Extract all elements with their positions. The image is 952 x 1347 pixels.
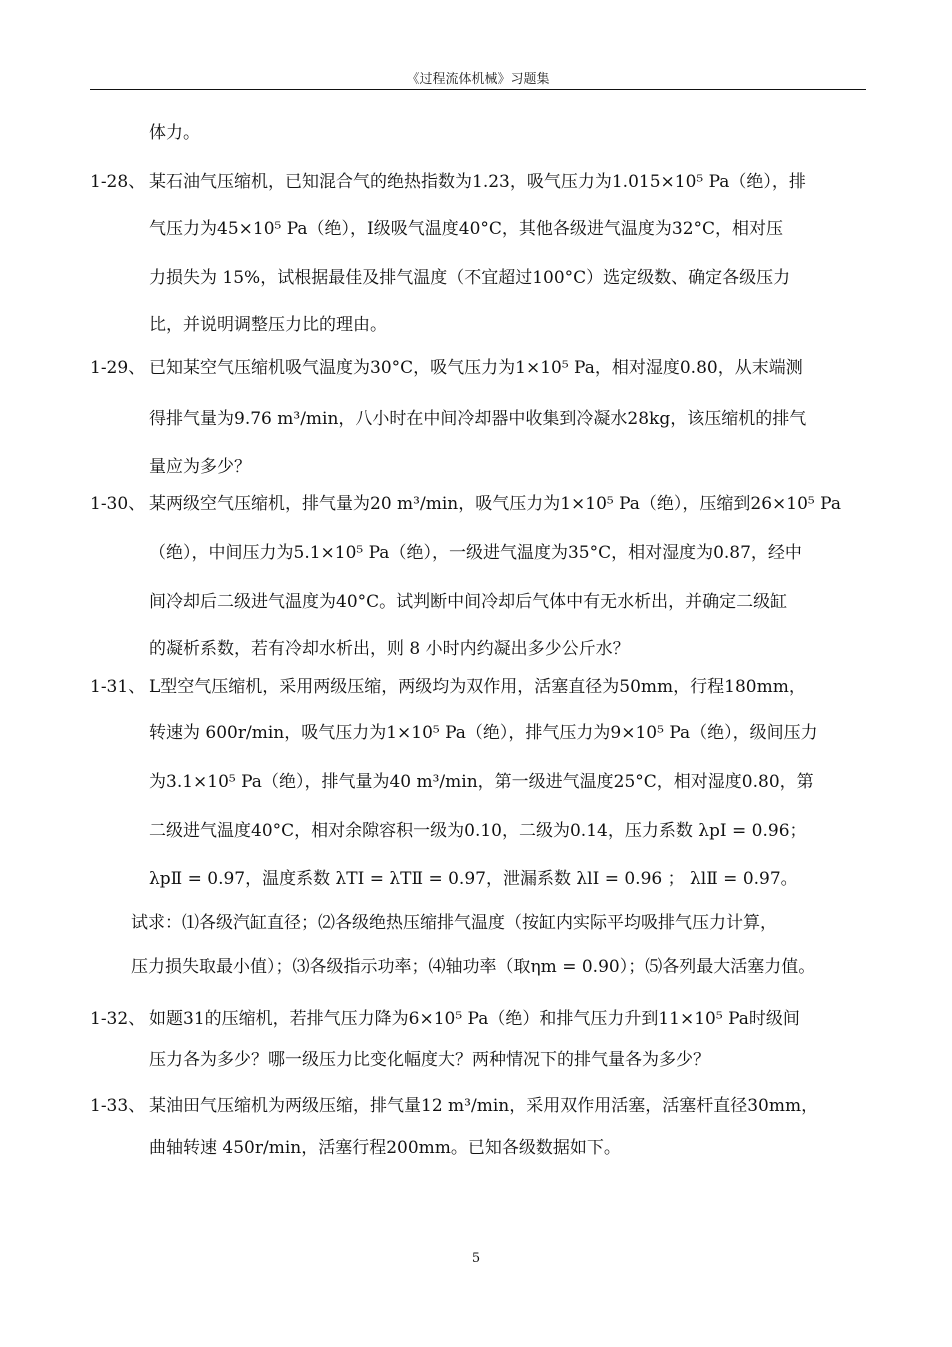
problem-number: 1-29、 xyxy=(90,358,146,378)
problem-number: 1-32、 xyxy=(90,1009,146,1029)
text-line: λpⅡ = 0.97，温度系数 λTⅠ = λTⅡ = 0.97，泄漏系数 λlⅠ = 0.96 ； λlⅡ = 0.97。 xyxy=(149,869,798,889)
text-line: （绝），中间压力为5.1×10⁵ Pa（绝），一级进气温度为35°C，相对湿度为0.87，经中 xyxy=(149,543,802,563)
text-line: 压力损失取最小值）；⑶各级指示功率；⑷轴功率（取ηm = 0.90）；⑸各列最大活塞力值。 xyxy=(131,957,816,977)
text-line: 的凝析系数，若有冷却水析出，则 8 小时内约凝出多少公斤水？ xyxy=(149,639,630,659)
text-line: 转速为 600r/min，吸气压力为1×10⁵ Pa（绝），排气压力为9×10⁵ Pa（绝），级间压力 xyxy=(149,723,818,743)
text-line: 量应为多少？ xyxy=(149,457,251,477)
text-line: 得排气量为9.76 m³/min，八小时在中间冷却器中收集到冷凝水28kg，该压缩机的排气 xyxy=(149,409,807,429)
text-line: L型空气压缩机，采用两级压缩，两级均为双作用，活塞直径为50mm，行程180mm， xyxy=(149,677,806,697)
text-line: 气压力为45×10⁵ Pa（绝），Ⅰ级吸气温度40°C，其他各级进气温度为32°C，相对压 xyxy=(149,219,784,239)
text-line: 某两级空气压缩机，排气量为20 m³/min，吸气压力为1×10⁵ Pa（绝），压缩到26×10⁵ Pa xyxy=(149,494,841,514)
problem-number: 1-28、 xyxy=(90,172,146,192)
text-line: 某石油气压缩机，已知混合气的绝热指数为1.23，吸气压力为1.015×10⁵ Pa（绝），排 xyxy=(149,172,806,192)
text-line: 已知某空气压缩机吸气温度为30°C，吸气压力为1×10⁵ Pa，相对湿度0.80，从末端测 xyxy=(149,358,803,378)
text-line: 二级进气温度40°C，相对余隙容积一级为0.10，二级为0.14，压力系数 λpⅠ = 0.96； xyxy=(149,821,807,841)
text-line: 力损失为 15%，试根据最佳及排气温度（不宜超过100°C）选定级数、确定各级压力 xyxy=(149,268,791,288)
header-rule xyxy=(90,89,866,90)
text-line: 曲轴转速 450r/min，活塞行程200mm。已知各级数据如下。 xyxy=(149,1138,621,1158)
text-line: 压力各为多少？哪一级压力比变化幅度大？两种情况下的排气量各为多少？ xyxy=(149,1050,710,1070)
problem-number: 1-31、 xyxy=(90,677,146,697)
text-line: 试求：⑴各级汽缸直径；⑵各级绝热压缩排气温度（按缸内实际平均吸排气压力计算， xyxy=(131,913,777,933)
problem-number: 1-30、 xyxy=(90,494,146,514)
problem-number: 1-33、 xyxy=(90,1096,146,1116)
text-line: 间冷却后二级进气温度为40°C。试判断中间冷却后气体中有无水析出，并确定二级缸 xyxy=(149,592,788,612)
text-line: 比，并说明调整压力比的理由。 xyxy=(149,315,387,335)
text-line: 某油田气压缩机为两级压缩，排气量12 m³/min，采用双作用活塞，活塞杆直径30mm， xyxy=(149,1096,819,1116)
page-number: 5 xyxy=(471,1251,481,1266)
text-line: 为3.1×10⁵ Pa（绝），排气量为40 m³/min，第一级进气温度25°C，相对湿度0.80，第 xyxy=(149,772,814,792)
text-line: 体力。 xyxy=(149,123,200,143)
running-header: 《过程流体机械》习题集 xyxy=(406,72,550,87)
text-line: 如题31的压缩机，若排气压力降为6×10⁵ Pa（绝）和排气压力升到11×10⁵ Pa时级间 xyxy=(149,1009,800,1029)
